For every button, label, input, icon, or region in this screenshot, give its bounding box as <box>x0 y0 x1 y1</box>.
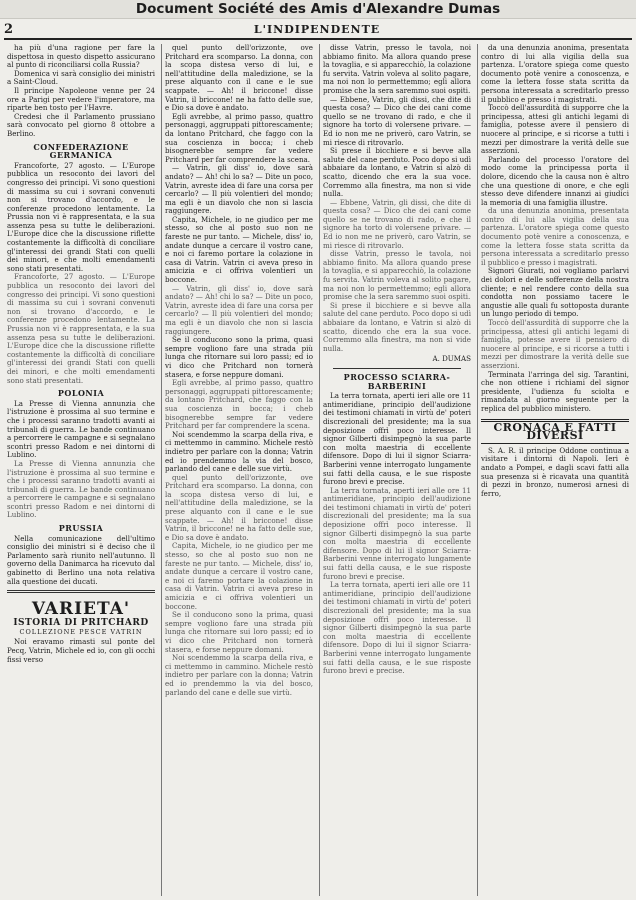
col2-text2-b: Egli avrebbe, al primo passo, quattro personaggi, aggruppati pittorescamente; da lontano Pritchard, che faggo con la sua coscienza in bocca; i cheb bisognerebbe sempre far vedere Pritchard per far comprendere la scena. <box>165 378 313 431</box>
column-2 <box>161 44 316 896</box>
heading-polonia: POLONIA <box>57 388 105 399</box>
col1-p2: Il principe Napoleone venne per 24 ore a Parigi per vedere l'imperatore, ma riparte ben tosto per l'Havre. <box>7 85 155 113</box>
varieta-text: Noi eravamo rimasti sul ponte del Pecq, Vatrin, Michele ed io, con gli occhi fissi verso <box>7 637 155 664</box>
column-4 <box>477 44 632 896</box>
col1-intro: ha più d'una ragione per fare la dispettosa in questo dispetto assicurano al punto di riconciliarsi colla Russia? <box>7 44 155 70</box>
col2-text1: quel punto dell'orizzonte, ove Pritchard era scomparso. La donna, con la scopa distesa verso di lui, e nell'attitudine della maledizione, se la prese alquanto con il cane e le sue scappate. — Ah! il briccone! disse Vatrin, il briccone! ne ha fatto delle sue, e Dio sa dove è andato. <box>165 44 313 113</box>
processo-body-cont: La terra tornata, aperti ieri alle ore 11 antimeridiane, principio dell'audizione dei testimoni chiamati in virtù de' poteri discrezionali del presidente; ma la sua deposizione offrì poco interesse. Il signor Gilberti disimpegnò la sua parte con molta maestria di eccellente difensore. Dopo di lui il signor Sciarra-Barberini venne interrogato lungamente sui fatti della causa, e le sue risposte furono brevi e precise. <box>323 485 471 581</box>
columns <box>4 44 632 896</box>
heading-confederazione: CONFEDERAZIONE GERMANICA <box>33 141 129 161</box>
col2-text4-b: Se il conducono sono la prima, quasi sempre vogliono fare una strada più lunga che ritornare sui loro passi; ed io vi dico che Pritchard non tornerà stasera, e forse neppure domani. <box>165 610 313 654</box>
polonia-body: La Presse di Vienna annunzia che l'istruzione è prossima al suo termine e che i processi saranno tradotti avanti ai tribunali di guerra. Le bande continuano a percorrere le campagne e si segnalano scontri presso Radom e nei dintorni di Lublino. <box>7 398 155 460</box>
col1-p3: Credesi che il Parlamento prussiano sarà convocato pel giorno 8 ottobre a Berlino. <box>7 111 155 138</box>
heading-prussia: PRUSSIA <box>58 523 104 534</box>
watermark-banner <box>0 0 636 19</box>
col1-p1: Domenica vi sarà consiglio dei ministri a Saint-Cloud. <box>7 68 155 87</box>
col3-text3-b: Si prese il bicchiere e si bevve alla salute del cane perduto. Poco dopo si udì abbaiare da lontano, e Vatrin si alzò di scatto, dicendo che era la sua voce. Corremmo alla finestra, ma non si vide nulla. <box>323 300 471 353</box>
col2-text2: Egli avrebbe, al primo passo, quattro personaggi, aggruppati pittorescamente; da lontano Pritchard, che faggo con la sua coscienza in bocca; i cheb bisognerebbe sempre far vedere Pritchard per far comprendere la scena. <box>165 111 313 164</box>
author-signature: A. DUMAS <box>432 354 471 364</box>
masthead <box>4 20 632 40</box>
column-3 <box>319 44 474 896</box>
col2-text3: Capita, Michele, io ne giudico per me stesso, so che al posto suo non ne fareste ne pur tanto. — Michele, diss' io, andate dunque a cercare il vostro cane, e noi ci faremo portare la colazione in casa di Vatrin. Vatrin ci aveva preso in amicizia e ci offriva volentieri un boccone. <box>165 214 313 285</box>
col2-text3-b: Capita, Michele, io ne giudico per me stesso, so che al posto suo non ne fareste ne pur tanto. — Michele, diss' io, andate dunque a cercare il vostro cane, e noi ci faremo portare la colazione in casa di Vatrin. Vatrin ci aveva preso in amicizia e ci offriva volentieri un boccone. <box>165 541 313 611</box>
confed-body: Francoforte, 27 agosto. — L'Europe pubblica un resoconto dei lavori del congresso dei principi. Vi sono questioni di massima su cui i sovrani convenuti non si trovano d'accordo, e le conferenze procedono lentamente. La Prussia non vi è rappresentata, e la sua assenza pesa su tutte le deliberazioni. L'Europe dice che la discussione riflette costantemente la difficoltà di conciliare gl'interessi dei grandi Stati con quelli dei minori, e che molti emendamenti sono stati presentati. <box>7 160 155 273</box>
cronaca-body: S. A. R. il principe Oddone continua a visitare i dintorni di Napoli. Ieri è andato a Pompei, e dagli scavi fatti alla sua presenza si è ricavata una quantità di pezzi in bronzo, numerosi arnesi di ferro, <box>481 445 629 498</box>
column-1 <box>4 44 158 896</box>
col2-text5: Noi scendemmo la scarpa della riva, e ci mettemmo in cammino. Michele restò indietro per parlare con la donna; Vatrin ed io prendemmo la via del bosco, parlando del cane e delle sue virtù. <box>165 429 313 474</box>
newspaper-title: L'INDIPENDENTE <box>253 22 381 36</box>
col4-text2-b: Toccò dell'assurdità di supporre che la principessa, attesi gli antichi legami di famiglia, potesse avere il pensiero di nuocere al principe, e si ricorse a tutti i mezzi per dimostrare la verità delle sue asserzioni. <box>481 318 629 370</box>
col3-text1-b: disse Vatrin, presso le tavola, noi abbiamo finito. Ma allora quando prese la tovaglia, e si apparecchiò, la colazione fu servita. Vatrin voleva al solito pagare, ma noi non lo permettemmo; egli allora promise che la sera saremmo suoi ospiti. <box>323 249 471 302</box>
page-number: 2 <box>4 21 15 37</box>
col4-text3: Parlando del processo l'oratore del modo come la principessa porta il dolore, dicendo che la causa non è altro che una questione di onore, e che egli stesso deve difendere innanzi ai giudici la memoria di una famiglia illustre. <box>481 154 629 207</box>
col3-text3: Si prese il bicchiere e si bevve alla salute del cane perduto. Poco dopo si udì abbaiare da lontano, e Vatrin si alzò di scatto, dicendo che era la sua voce. Corremmo alla finestra, ma non si vide nulla. <box>323 146 471 199</box>
heading-cronaca: CRONACA E FATTI DIVERSI <box>481 419 629 444</box>
varieta-title: VARIETA' <box>31 599 131 620</box>
varieta-subtitle: ISTORIA DI PRITCHARD <box>13 618 149 629</box>
col4-text2: Toccò dell'assurdità di supporre che la principessa, attesi gli antichi legami di famiglia, potesse avere il pensiero di nuocere al principe, e si ricorse a tutti i mezzi per dimostrare la verità delle sue asserzioni. <box>481 103 629 156</box>
col2-text1-b: quel punto dell'orizzonte, ove Pritchard era scomparso. La donna, con la scopa distesa verso di lui, e nell'attitudine della maledizione, se la prese alquanto con il cane e le sue scappate. — Ah! il briccone! disse Vatrin, il briccone! ne ha fatto delle sue, e Dio sa dove è andato. <box>165 472 313 542</box>
col3-text2-b: — Ebbene, Vatrin, gli dissi, che dite di questa cosa? — Dico che dei cani come quello se ne trovano di rado, e che il signore ha torto di volersene privare. — Ed io non me ne priverò, caro Vatrin, se mi riesce di ritrovarlo. <box>323 197 471 250</box>
col3-text1: disse Vatrin, presso le tavola, noi abbiamo finito. Ma allora quando prese la tovaglia, e si apparecchiò, la colazione fu servita. Vatrin voleva al solito pagare, ma noi non lo permettemmo; egli allora promise che la sera saremmo suoi ospiti. <box>323 44 471 95</box>
col2-dialogue-b: — Vatrin, gli diss' io, dove sarà andato? — Ah! chi lo sa? — Dite un poco, Vatrin, avreste idea di fare una corsa per cercarlo? — Il più volentieri del mondo; ma egli è un diavolo che non si lascia raggiungere. <box>165 283 313 336</box>
watermark-text: Document Société des Amis d'Alexandre Dumas <box>135 1 501 17</box>
heading-processo: PROCESSO SCIARRA-BARBERINI <box>343 371 451 391</box>
varieta-author: COLLEZIONE PESCE VATRIN <box>19 627 143 636</box>
col3-text2: — Ebbene, Vatrin, gli dissi, che dite di questa cosa? — Dico che dei cani come quello se ne trovano di rado, e che il signore ha torto di volersene privare. — Ed io non me ne priverò, caro Vatrin, se mi riesce di ritrovarlo. <box>323 94 471 147</box>
polonia-body-cont: La Presse di Vienna annunzia che l'istruzione è prossima al suo termine e che i processi saranno tradotti avanti ai tribunali di guerra. Le bande continuano a percorrere le campagne e si segnalano scontri presso Radom e nei dintorni di Lublino. <box>7 458 155 520</box>
col4-text1-b: da una denunzia anonima, presentata contro di lui alla vigilia della sua partenza. L'oratore spiega come questo documento potè venire a conoscenza, e come la lettera fosse stata scritta da persona interessata a screditarlo presso il pubblico e presso i magistrati. <box>481 206 629 267</box>
col4-text4: Signori Giurati, noi vogliamo parlarvi dei dolori e delle sofferenze della nostra cliente; e nel rendere conto della sua condotta non possiamo tacere le angustie alle quali fu sottoposta durante un lungo periodo di tempo. <box>481 266 629 319</box>
processo-body-cont2: La terra tornata, aperti ieri alle ore 11 antimeridiane, principio dell'audizione dei testimoni chiamati in virtù de' poteri discrezionali del presidente; ma la sua deposizione offrì poco interesse. Il signor Gilberti disimpegnò la sua parte con molta maestria di eccellente difensore. Dopo di lui il signor Sciarra-Barberini venne interrogato lungamente sui fatti della causa, e le sue risposte furono brevi e precise. <box>323 580 471 676</box>
col2-dialogue: — Vatrin, gli diss' io, dove sarà andato? — Ah! chi lo sa? — Dite un poco, Vatrin, avreste idea di fare una corsa per cercarlo? — Il più volentieri del mondo; ma egli è un diavolo che non si lascia raggiungere. <box>165 163 313 216</box>
confed-body-cont: Francoforte, 27 agosto. — L'Europe pubblica un resoconto dei lavori del congresso dei principi. Vi sono questioni di massima su cui i sovrani convenuti non si trovano d'accordo, e le conferenze procedono lentamente. La Prussia non vi è rappresentata, e la sua assenza pesa su tutte le deliberazioni. L'Europe dice che la discussione riflette costantemente la difficoltà di conciliare gl'interessi dei grandi Stati con quelli dei minori, e che molti emendamenti sono stati presentati. <box>7 272 155 385</box>
section-divider <box>333 368 461 369</box>
col2-text4: Se il conducono sono la prima, quasi sempre vogliono fare una strada più lunga che ritornare sui loro passi; ed io vi dico che Pritchard non tornerà stasera, e forse neppure domani. <box>165 335 313 379</box>
prussia-body: Nella comunicazione dell'ultimo consiglio dei ministri si è deciso che il Parlamento sarà riunito nell'autunno. Il governo della Danimarca ha ricevuto dal gabinetto di Berlino una nota relativa alla questione dei ducati. <box>7 533 155 586</box>
col2-text5-b: Noi scendemmo la scarpa della riva, e ci mettemmo in cammino. Michele restò indietro per parlare con la donna; Vatrin ed io prendemmo la via del bosco, parlando del cane e delle sue virtù. <box>165 653 313 697</box>
section-divider <box>7 590 155 593</box>
col4-text5: Terminata l'arringa del sig. Tarantini, che non ottiene i richiami del signor presidente, l'udienza fu sciolta e rimandata al giorno seguente per la replica del pubblico ministero. <box>481 369 629 413</box>
col4-text1: da una denunzia anonima, presentata contro di lui alla vigilia della sua partenza. L'oratore spiega come questo documento potè venire a conoscenza, e come la lettera fosse stata scritta da persona interessata a screditarlo presso il pubblico e presso i magistrati. <box>481 44 629 104</box>
processo-body: La terra tornata, aperti ieri alle ore 11 antimeridiane, principio dell'audizione dei testimoni chiamati in virtù de' poteri discrezionali del presidente; ma la sua deposizione offrì poco interesse. Il signor Gilberti disimpegnò la sua parte con molta maestria di eccellente difensore. Dopo di lui il signor Sciarra-Barberini venne interrogato lungamente sui fatti della causa, e le sue risposte furono brevi e precise. <box>323 391 471 487</box>
